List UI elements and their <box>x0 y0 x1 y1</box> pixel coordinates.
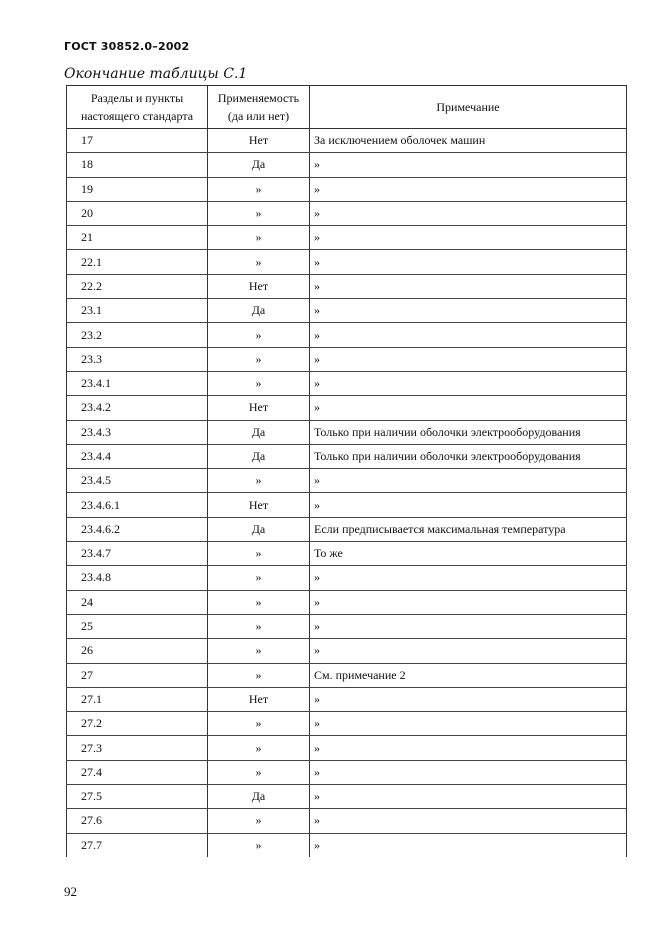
cell-section: 23.4.5 <box>67 469 208 493</box>
cell-section: 27 <box>67 663 208 687</box>
cell-note: » <box>310 785 627 809</box>
cell-note: » <box>310 566 627 590</box>
table-row <box>67 177 627 201</box>
table-row <box>67 444 627 468</box>
cell-applicability: » <box>208 614 310 638</box>
cell-section: 27.4 <box>67 760 208 784</box>
table-row <box>67 517 627 541</box>
cell-applicability: Да <box>208 420 310 444</box>
table-row <box>67 663 627 687</box>
cell-applicability: » <box>208 566 310 590</box>
table-row <box>67 687 627 711</box>
cell-section: 23.4.7 <box>67 542 208 566</box>
cell-note: » <box>310 760 627 784</box>
cell-note: » <box>310 833 627 857</box>
cell-applicability: Да <box>208 444 310 468</box>
applicability-table <box>66 85 627 857</box>
cell-section: 23.4.1 <box>67 371 208 395</box>
table-row <box>67 274 627 298</box>
cell-note: » <box>310 639 627 663</box>
cell-applicability: » <box>208 469 310 493</box>
column-header-sections-line2: настоящего стандарта <box>80 109 194 123</box>
column-header-applicability-line2: (да или нет) <box>227 109 290 123</box>
cell-section: 18 <box>67 153 208 177</box>
cell-section: 27.3 <box>67 736 208 760</box>
table-row <box>67 371 627 395</box>
cell-section: 19 <box>67 177 208 201</box>
cell-applicability: Нет <box>208 274 310 298</box>
column-header-applicability-line1: Применяемость <box>217 91 300 105</box>
cell-note: Только при наличии оболочки электрооборудования <box>310 420 627 444</box>
table-row <box>67 226 627 250</box>
column-header-sections-line1: Разделы и пункты <box>90 91 184 105</box>
table-row <box>67 566 627 590</box>
document-code: ГОСТ 30852.0–2002 <box>64 40 190 53</box>
column-header-sections <box>67 86 208 129</box>
cell-section: 27.2 <box>67 712 208 736</box>
cell-section: 23.1 <box>67 299 208 323</box>
table-header-row <box>67 86 627 129</box>
table-row <box>67 712 627 736</box>
cell-applicability: » <box>208 663 310 687</box>
cell-applicability: » <box>208 226 310 250</box>
table-row <box>67 760 627 784</box>
cell-applicability: » <box>208 177 310 201</box>
table-row <box>67 396 627 420</box>
cell-note: » <box>310 712 627 736</box>
cell-section: 23.2 <box>67 323 208 347</box>
cell-note: » <box>310 590 627 614</box>
cell-note: » <box>310 809 627 833</box>
table-row <box>67 542 627 566</box>
table-row <box>67 201 627 225</box>
table-row <box>67 250 627 274</box>
cell-section: 27.5 <box>67 785 208 809</box>
cell-section: 23.4.6.1 <box>67 493 208 517</box>
cell-applicability: » <box>208 347 310 371</box>
cell-note: » <box>310 250 627 274</box>
table-row <box>67 323 627 347</box>
cell-applicability: Да <box>208 299 310 323</box>
table-row <box>67 493 627 517</box>
table-row <box>67 299 627 323</box>
cell-applicability: Нет <box>208 396 310 420</box>
cell-section: 23.3 <box>67 347 208 371</box>
column-header-applicability <box>208 86 310 129</box>
cell-applicability: Да <box>208 785 310 809</box>
cell-applicability: » <box>208 712 310 736</box>
cell-section: 17 <box>67 129 208 153</box>
cell-section: 22.2 <box>67 274 208 298</box>
cell-applicability: Да <box>208 517 310 541</box>
cell-note: Только при наличии оболочки электрооборудования <box>310 444 627 468</box>
cell-applicability: » <box>208 323 310 347</box>
cell-applicability: » <box>208 833 310 857</box>
table-row <box>67 614 627 638</box>
cell-note: » <box>310 614 627 638</box>
table-row <box>67 809 627 833</box>
cell-section: 22.1 <box>67 250 208 274</box>
cell-note: » <box>310 274 627 298</box>
cell-applicability: » <box>208 201 310 225</box>
page-number: 92 <box>64 884 77 899</box>
cell-section: 26 <box>67 639 208 663</box>
cell-section: 24 <box>67 590 208 614</box>
cell-note: См. примечание 2 <box>310 663 627 687</box>
cell-section: 23.4.3 <box>67 420 208 444</box>
cell-note: » <box>310 371 627 395</box>
table-row <box>67 785 627 809</box>
cell-note: » <box>310 736 627 760</box>
cell-applicability: » <box>208 736 310 760</box>
cell-note: За исключением оболочек машин <box>310 129 627 153</box>
cell-note: » <box>310 687 627 711</box>
cell-section: 23.4.4 <box>67 444 208 468</box>
table-row <box>67 736 627 760</box>
cell-applicability: Нет <box>208 493 310 517</box>
cell-applicability: » <box>208 590 310 614</box>
table-row <box>67 347 627 371</box>
cell-note: » <box>310 493 627 517</box>
cell-note: » <box>310 153 627 177</box>
cell-section: 23.4.2 <box>67 396 208 420</box>
cell-applicability: » <box>208 760 310 784</box>
table-row <box>67 639 627 663</box>
cell-section: 25 <box>67 614 208 638</box>
table-row <box>67 469 627 493</box>
table-row <box>67 590 627 614</box>
cell-note: То же <box>310 542 627 566</box>
table-row <box>67 129 627 153</box>
table-caption: Окончание таблицы С.1 <box>64 66 248 82</box>
cell-note: » <box>310 201 627 225</box>
table-row <box>67 153 627 177</box>
cell-section: 21 <box>67 226 208 250</box>
cell-applicability: Нет <box>208 129 310 153</box>
cell-note: » <box>310 177 627 201</box>
table-row <box>67 833 627 857</box>
cell-note: » <box>310 323 627 347</box>
cell-section: 27.7 <box>67 833 208 857</box>
cell-note: » <box>310 226 627 250</box>
cell-note: Если предписывается максимальная температура <box>310 517 627 541</box>
table-row <box>67 420 627 444</box>
cell-section: 23.4.6.2 <box>67 517 208 541</box>
cell-applicability: Да <box>208 153 310 177</box>
cell-applicability: » <box>208 542 310 566</box>
cell-section: 23.4.8 <box>67 566 208 590</box>
cell-applicability: » <box>208 371 310 395</box>
cell-section: 27.6 <box>67 809 208 833</box>
cell-applicability: » <box>208 250 310 274</box>
cell-section: 27.1 <box>67 687 208 711</box>
cell-note: » <box>310 299 627 323</box>
cell-note: » <box>310 396 627 420</box>
cell-applicability: Нет <box>208 687 310 711</box>
cell-applicability: » <box>208 639 310 663</box>
cell-note: » <box>310 347 627 371</box>
cell-section: 20 <box>67 201 208 225</box>
cell-note: » <box>310 469 627 493</box>
cell-applicability: » <box>208 809 310 833</box>
column-header-note: Примечание <box>310 86 627 129</box>
